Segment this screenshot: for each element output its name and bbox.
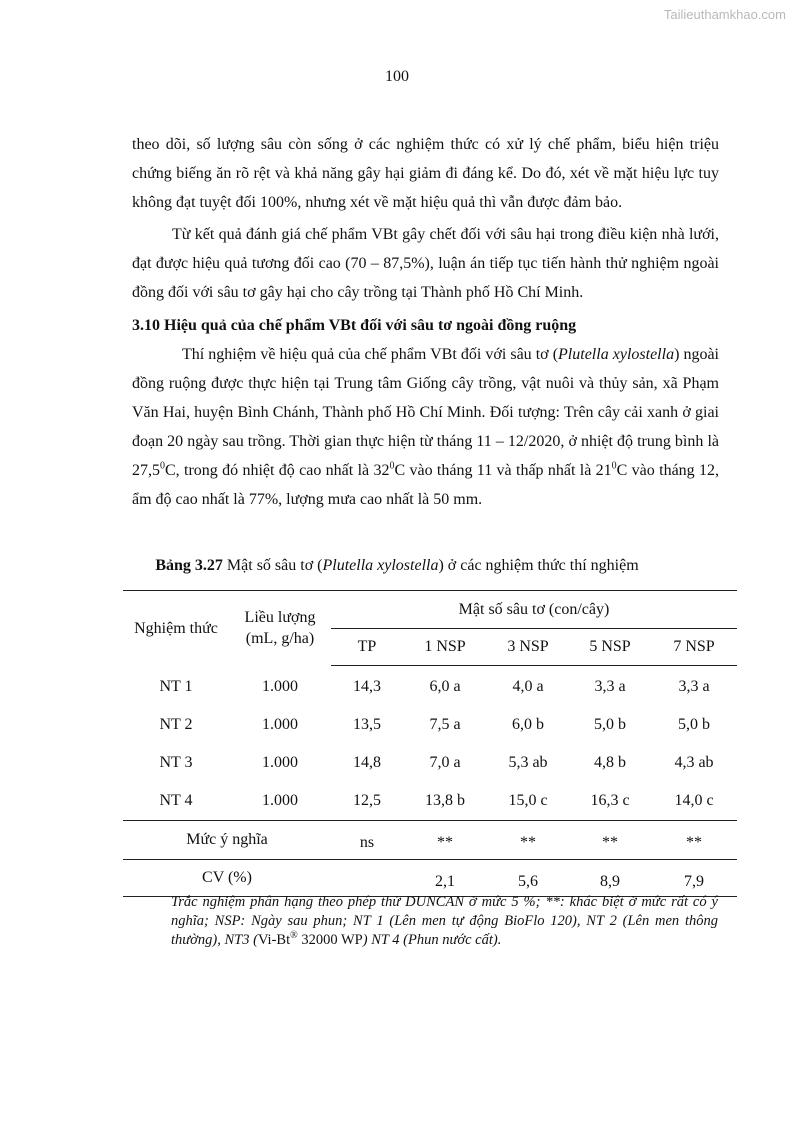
cell-dose: 1.000 bbox=[262, 677, 298, 695]
p3-text-1: Thí nghiệm về hiệu quả của chế phẩm VBt đối với sâu tơ ( bbox=[182, 346, 559, 363]
cv-value bbox=[487, 860, 569, 897]
significance-value bbox=[403, 821, 487, 860]
col-header-1nsp: 1 NSP bbox=[403, 629, 487, 666]
table-note-registered: ® bbox=[290, 930, 298, 942]
table-note-text-2: ) NT 4 (Phun nước cất). bbox=[362, 932, 502, 948]
cell-value: 7,5 a bbox=[429, 716, 461, 733]
section-heading: 3.10 Hiệu quả của chế phẩm VBt đối với sâu tơ ngoài đồng ruộng bbox=[132, 317, 577, 334]
table-caption-text-2: ) ở các nghiệm thức thí nghiệm bbox=[438, 557, 639, 574]
p3-text-5: C vào tháng 12, ẩm độ cao nhất là 77%, lượng mưa cao nhất là 50 mm. bbox=[132, 462, 720, 508]
cell-dose: 1.000 bbox=[262, 754, 298, 771]
col-header-3nsp: 3 NSP bbox=[487, 629, 569, 666]
table-row bbox=[123, 782, 737, 821]
p3-text-4: C vào tháng 11 và thấp nhất là 21 bbox=[394, 462, 612, 479]
col-header-density-group: Mật số sâu tơ (con/cây) bbox=[331, 591, 737, 629]
cell-value: 12,5 bbox=[353, 792, 381, 809]
cell-value: 14,8 bbox=[353, 754, 381, 771]
significance-value bbox=[331, 821, 403, 860]
table-caption-text-1: Mật số sâu tơ ( bbox=[222, 557, 323, 574]
p3-text-2: ) ngoài đồng ruộng được thực hiện tại Trung tâm Giống cây trồng, vật nuôi và thủy sản, xã Phạm Văn Hai, huyện Bình Chánh, Thành phố Hồ Chí Minh. Đối tượng: Trên cây cải xanh ở giai đoạn 20 ngày sau trồng. Thời gian thực hiện từ tháng 11 – 12/2020, ở nhiệt độ trung bình là 27,5 bbox=[132, 346, 719, 479]
table-caption bbox=[0, 557, 794, 575]
cv-value bbox=[569, 860, 651, 897]
cell-value: 4,0 a bbox=[512, 678, 544, 695]
cv-value-text: 2,1 bbox=[435, 873, 455, 890]
significance-value bbox=[487, 821, 569, 860]
significance-value bbox=[651, 821, 737, 860]
paragraph-2: Từ kết quả đánh giá chế phẩm VBt gây chết đối với sâu hại trong điều kiện nhà lưới, đạt được hiệu quả tương đối cao (70 – 87,5%), luận án tiếp tục tiến hành thử nghiệm ngoài đồng đối với sâu tơ gây hại cho cây trồng tại Thành phố Hồ Chí Minh. bbox=[132, 226, 719, 301]
p3-degree-2: 0 bbox=[389, 460, 395, 472]
p3-degree-3: 0 bbox=[611, 460, 617, 472]
significance-value-text: ** bbox=[686, 834, 702, 851]
cv-value-text: 5,6 bbox=[518, 873, 538, 890]
page-number: 100 bbox=[385, 68, 409, 85]
cv-value bbox=[331, 860, 403, 897]
table-note-product: Vi-Bt bbox=[257, 932, 291, 948]
table-row bbox=[123, 744, 737, 782]
cv-value-text: 8,9 bbox=[600, 873, 620, 890]
table-note bbox=[171, 893, 718, 950]
significance-value-text: ** bbox=[520, 834, 536, 851]
significance-row bbox=[123, 821, 737, 860]
cell-value: 4,8 b bbox=[594, 754, 626, 771]
cell-value: 4,3 ab bbox=[674, 754, 714, 771]
cv-row bbox=[123, 860, 737, 897]
cv-value bbox=[403, 860, 487, 897]
table-caption-label: Bảng 3.27 bbox=[155, 557, 223, 574]
paragraph-1: theo dõi, số lượng sâu còn sống ở các nghiệm thức có xử lý chế phẩm, biểu hiện triệu chứng biếng ăn rõ rệt và khả năng gây hại giảm đi đáng kể. Do đó, xét về mặt hiệu lực tuy không đạt tuyệt đối 100%, nhưng xét về mặt hiệu quả thì vẫn được đảm bảo. bbox=[132, 136, 719, 211]
cell-value: 13,8 b bbox=[425, 792, 465, 809]
significance-label: Mức ý nghĩa bbox=[123, 821, 331, 860]
p3-text-3: C, trong đó nhiệt độ cao nhất là 32 bbox=[165, 462, 390, 479]
cv-value-text: 7,9 bbox=[684, 873, 704, 890]
cell-value: 13,5 bbox=[353, 716, 381, 733]
cell-value: 14,0 c bbox=[674, 792, 714, 809]
cell-treatment: NT 4 bbox=[159, 792, 193, 809]
cv-value bbox=[651, 860, 737, 897]
table-row bbox=[123, 706, 737, 744]
cell-dose: 1.000 bbox=[262, 716, 298, 733]
cell-value: 15,0 c bbox=[508, 792, 548, 809]
significance-value-text: ns bbox=[359, 834, 375, 851]
table-note-text-1: Trắc nghiệm phân hạng theo phép thử DUNCAN ở mức 5 %; **: khác biệt ở mức rất có ý nghĩa; NSP: Ngày sau phun; NT 1 (Lên men tự động BioFlo 120), NT 2 (Lên men thông thường), NT3 ( bbox=[171, 894, 718, 948]
cell-value: 16,3 c bbox=[590, 792, 630, 809]
cell-value: 3,3 a bbox=[594, 678, 626, 695]
table-caption-species: Plutella xylostella bbox=[322, 557, 439, 574]
cell-value: 6,0 b bbox=[512, 716, 544, 733]
cell-value: 6,0 a bbox=[429, 678, 461, 695]
data-table bbox=[123, 590, 737, 897]
cell-value: 14,3 bbox=[353, 678, 381, 695]
cell-treatment: NT 2 bbox=[159, 716, 193, 733]
significance-value-text: ** bbox=[602, 834, 618, 851]
cv-label: CV (%) bbox=[123, 860, 331, 897]
col-header-dose: Liều lượng (mL, g/ha) bbox=[229, 591, 331, 666]
col-header-7nsp: 7 NSP bbox=[651, 629, 737, 666]
p3-degree-1: 0 bbox=[160, 460, 165, 472]
col-header-treatment: Nghiệm thức bbox=[123, 591, 229, 666]
cell-value: 5,3 ab bbox=[508, 754, 548, 771]
table-note-product-code: 32000 WP bbox=[297, 932, 363, 948]
cell-treatment: NT 3 bbox=[159, 754, 193, 771]
significance-value-text: ** bbox=[437, 834, 453, 851]
cell-value: 5,0 b bbox=[594, 716, 626, 733]
cell-value: 7,0 a bbox=[429, 754, 461, 771]
cell-dose: 1.000 bbox=[262, 792, 298, 809]
paragraph-3 bbox=[132, 340, 719, 514]
cell-value: 3,3 a bbox=[678, 678, 710, 695]
p3-species: Plutella xylostella bbox=[558, 346, 675, 363]
significance-value bbox=[569, 821, 651, 860]
watermark: Tailieuthamkhao.com bbox=[663, 7, 786, 22]
cell-treatment: NT 1 bbox=[159, 677, 193, 695]
cell-value: 5,0 b bbox=[678, 716, 710, 733]
table-row bbox=[123, 666, 737, 707]
col-header-5nsp: 5 NSP bbox=[569, 629, 651, 666]
col-header-tp: TP bbox=[331, 629, 403, 666]
